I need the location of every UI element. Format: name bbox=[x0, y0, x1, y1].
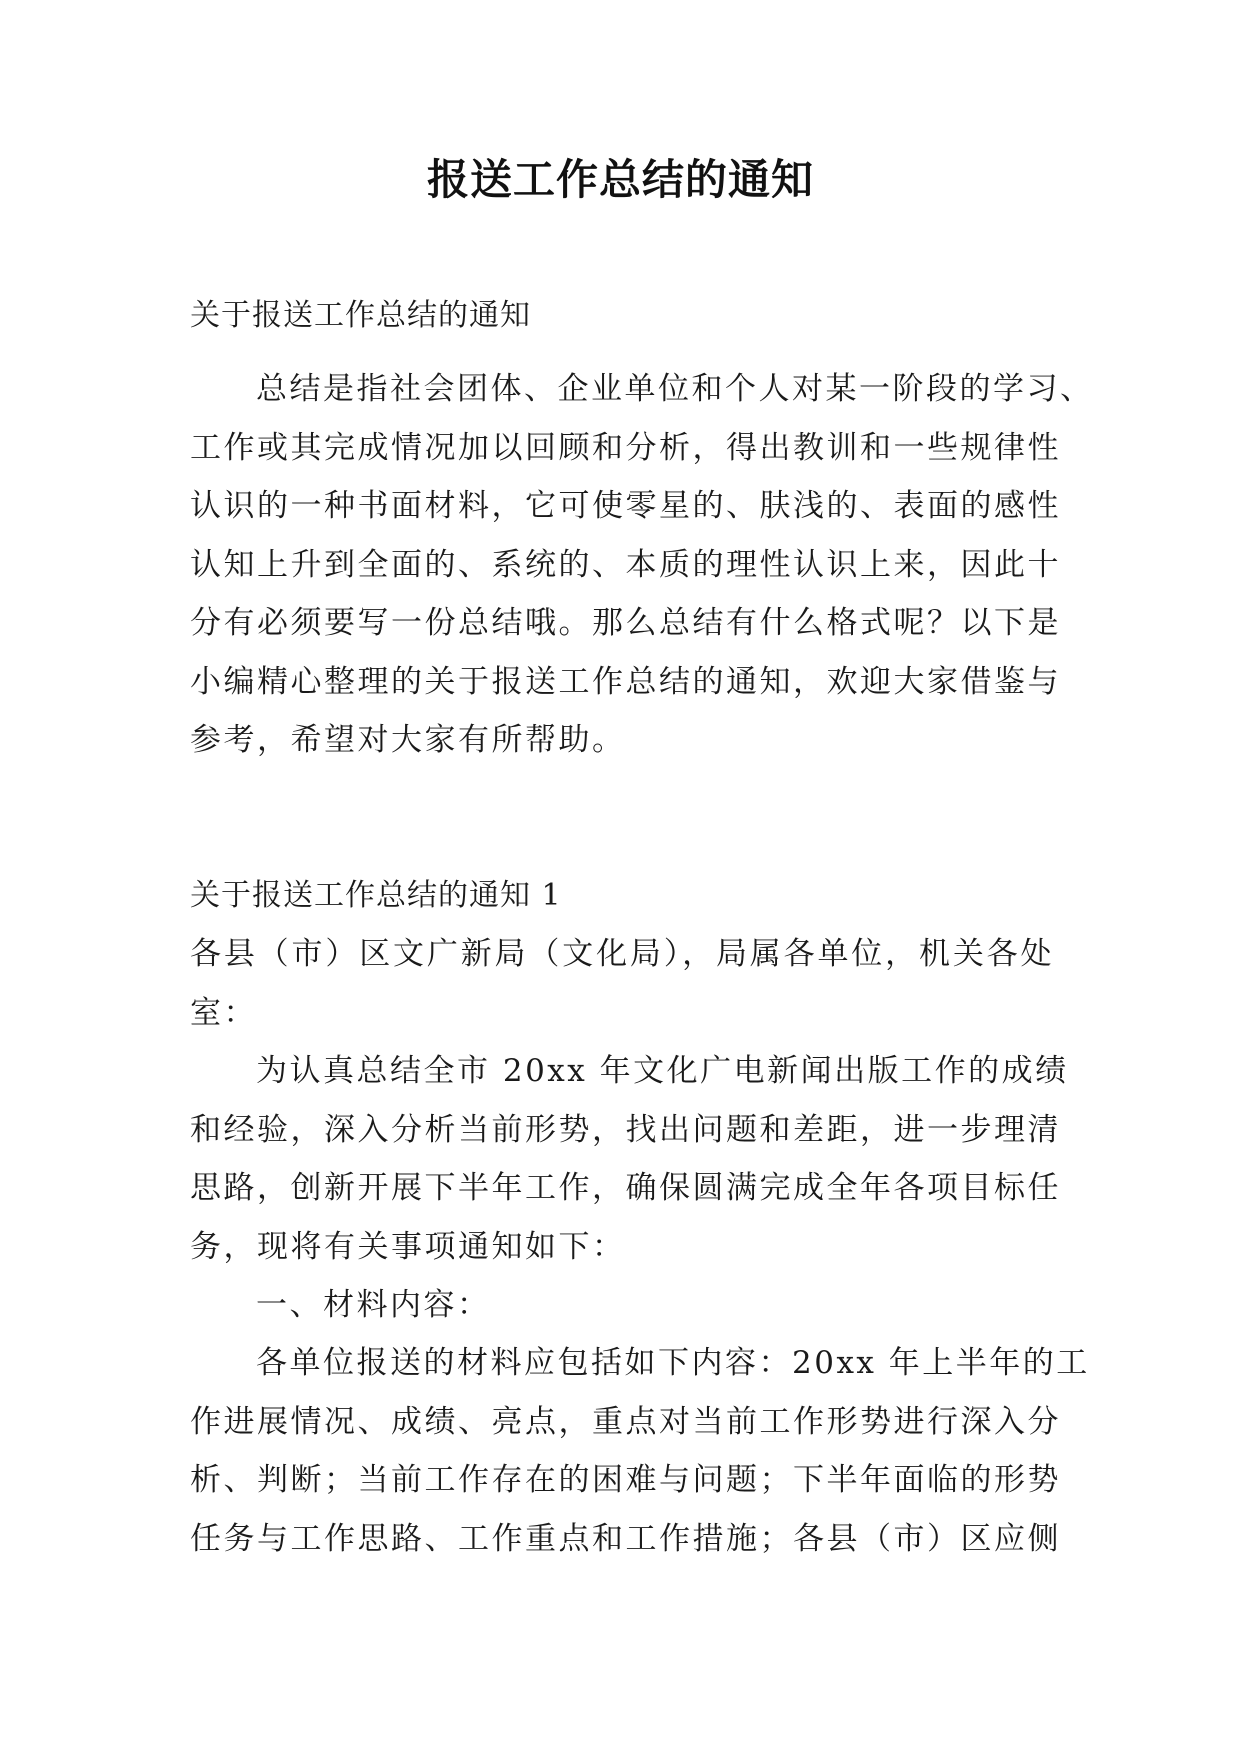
intro-line: 参考，希望对大家有所帮助。 bbox=[190, 722, 626, 758]
body-paragraph-2 bbox=[190, 1334, 1090, 1568]
intro-line: 分有必须要写一份总结哦。那么总结有什么格式呢？以下是 bbox=[190, 605, 1061, 641]
document-subtitle: 关于报送工作总结的通知 bbox=[190, 298, 531, 333]
intro-paragraph bbox=[190, 360, 1094, 770]
document-title: 报送工作总结的通知 bbox=[426, 155, 814, 204]
intro-line: 工作或其完成情况加以回顾和分析，得出教训和一些规律性 bbox=[190, 429, 1061, 466]
addressee bbox=[190, 925, 1054, 1042]
body-line: 析、判断；当前工作存在的困难与问题；下半年面临的形势 bbox=[190, 1462, 1061, 1498]
item-heading bbox=[190, 1276, 1054, 1335]
addressee-line: 室： bbox=[190, 994, 257, 1031]
intro-line: 认知上升到全面的、系统的、本质的理性认识上来，因此十 bbox=[190, 546, 1061, 583]
intro-line: 小编精心整理的关于报送工作总结的通知，欢迎大家借鉴与 bbox=[190, 663, 1061, 700]
section-heading: 关于报送工作总结的通知 1 bbox=[190, 878, 562, 913]
addressee-line: 各县（市）区文广新局（文化局），局属各单位，机关各处 bbox=[190, 936, 1054, 972]
body-paragraph-1 bbox=[190, 1042, 1069, 1276]
intro-line: 总结是指社会团体、企业单位和个人对某一阶段的学习、 bbox=[256, 371, 1094, 407]
body-line: 思路，创新开展下半年工作，确保圆满完成全年各项目标任 bbox=[190, 1170, 1061, 1206]
body-line: 任务与工作思路、工作重点和工作措施；各县（市）区应侧 bbox=[190, 1520, 1061, 1557]
body-line: 作进展情况、成绩、亮点，重点对当前工作形势进行深入分 bbox=[190, 1403, 1061, 1440]
body-line: 务，现将有关事项通知如下： bbox=[190, 1228, 626, 1265]
intro-line: 认识的一种书面材料，它可使零星的、肤浅的、表面的感性 bbox=[190, 488, 1061, 524]
item-heading-text: 一、材料内容： bbox=[256, 1287, 491, 1323]
body-line: 为认真总结全市 20xx 年文化广电新闻出版工作的成绩 bbox=[256, 1053, 1069, 1089]
body-line: 各单位报送的材料应包括如下内容：20xx 年上半年的工 bbox=[256, 1345, 1090, 1381]
body-line: 和经验，深入分析当前形势，找出问题和差距，进一步理清 bbox=[190, 1111, 1061, 1148]
